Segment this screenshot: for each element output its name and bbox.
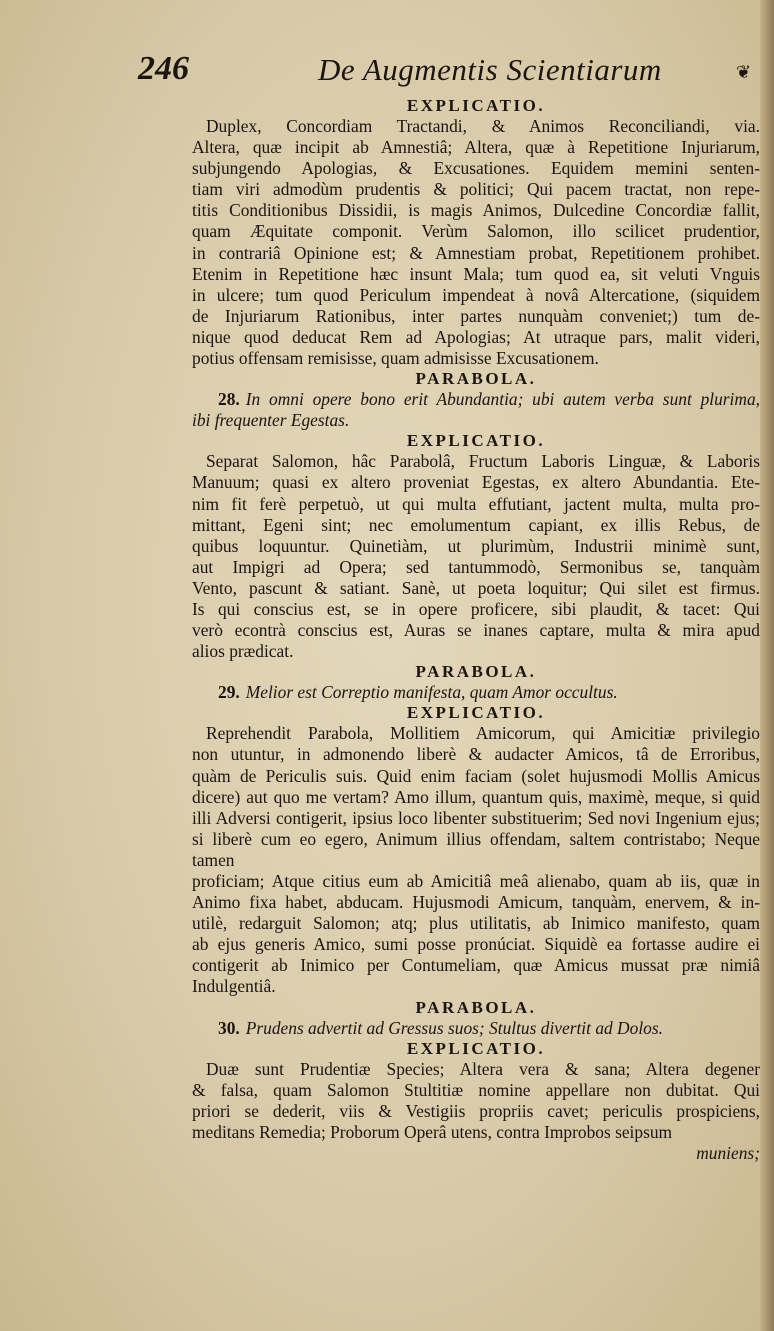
- text-body: [192, 96, 760, 1164]
- text-line: potius offensam remisisse, quam admisisse Excusationem.: [192, 348, 599, 369]
- proverb-line: Melior est Correptio manifesta, quam Amor occultus.: [245, 682, 618, 703]
- section-heading: PARABOLA.: [415, 369, 537, 389]
- text-line: alios prædicat.: [192, 641, 294, 662]
- text-line: contigerit ab Inimico per Contumeliam, quæ Amicus mussat præ nimiâ: [192, 955, 760, 976]
- text-line: tiam viri admodùm prudentis & politici; Qui pacem tractat, non repe-: [192, 179, 760, 200]
- page-number: 246: [138, 50, 189, 87]
- text-line: & falsa, quam Salomon Stultitiæ nomine appellare non dubitat. Qui: [192, 1079, 760, 1100]
- text-line: priori se dederit, viis & Vestigiis propriis cavet; periculis prospiciens,: [192, 1100, 760, 1121]
- text-line: quibus loquuntur. Quinetiàm, ut plurimùm, Industrii minimè sunt,: [192, 535, 760, 556]
- running-title: De Augmentis Scientiarum: [318, 52, 662, 87]
- text-line: Etenim in Repetitione hæc insunt Mala; tum quod ea, sit veluti Vnguis: [192, 263, 760, 284]
- proverb: [192, 1018, 760, 1039]
- text-line: aut Impigri ad Opera; sed tantummodò, Sermonibus se, tanquàm: [192, 556, 760, 577]
- text-line: illi Adversi contigerit, ipsius loco libenter substituerim; Sed novi Ingenium ejus;: [192, 807, 760, 828]
- proverb: [192, 389, 760, 431]
- explanation-paragraph: [192, 723, 760, 997]
- section-heading: EXPLICATIO.: [406, 431, 546, 451]
- text-line: dicere) aut quo me vertam? Amo illum, quantum quis, maximè, meque, si quid: [192, 786, 760, 807]
- proverb-number: 28.: [218, 389, 240, 410]
- text-line: meditans Remedia; Proborum Operâ utens, contra Improbos seipsum: [192, 1121, 673, 1142]
- text-line: utilè, redarguit Salomon; atq; plus utilitatis, ab Inimico manifesto, quam: [192, 913, 760, 934]
- explanation-paragraph: [192, 116, 760, 369]
- proverb-line: ibi frequenter Egestas.: [192, 410, 350, 431]
- text-line: Duæ sunt Prudentiæ Species; Altera vera & sana; Altera degener: [206, 1058, 760, 1079]
- text-line: mittant, Egeni sint; nec emolumentum capiant, ex illis Rebus, de: [192, 514, 760, 535]
- text-line: Vento, pascunt & satiant. Sanè, ut poeta loquitur; Qui silet est firmus.: [192, 577, 760, 598]
- text-line: si liberè cum eo egero, Animum illius offendam, saltem contristabo; Neque tamen: [192, 828, 760, 870]
- proverb-line: In omni opere bono erit Abundantia; ubi autem verba sunt plurima,: [245, 389, 760, 410]
- page-edge: [760, 0, 774, 1331]
- catchword: muniens;: [696, 1143, 760, 1164]
- text-line: quàm de Periculis suis. Quid enim faciam (solet hujusmodi Mollis Amicus: [192, 765, 760, 786]
- text-line: Reprehendit Parabola, Mollitiem Amicorum, qui Amicitiæ privilegio: [206, 723, 760, 744]
- page-header: [0, 50, 774, 98]
- explanation-paragraph: [192, 1059, 760, 1143]
- text-line: ab ejus generis Amico, sumi posse pronúciat. Siquidè ea fortasse audire ei: [192, 934, 760, 955]
- text-line: non utuntur, in admonendo liberè & audacter Amicos, tâ de Erroribus,: [192, 744, 760, 765]
- text-line: in contrariâ Opinione est; & Amnestiam probat, Repetitionem prohibet.: [192, 242, 760, 263]
- text-line: subjungendo Apologias, & Excusationes. Equidem memini senten-: [192, 158, 760, 179]
- text-line: nique quod deducat Rem ad Apologias; At utraque pars, malit videri,: [192, 326, 760, 347]
- text-line: titis Conditionibus Dissidii, is magis Animos, Dulcedine Concordiæ fallit,: [192, 200, 760, 221]
- text-line: Animo fixa habet, abducam. Hujusmodi Amicum, tanquàm, enervem, & in-: [192, 892, 760, 913]
- proverb-number: 29.: [218, 682, 240, 703]
- text-line: verò econtrà conscius est, Auras se inanes captare, multa & mira apud: [192, 620, 760, 641]
- section-heading: EXPLICATIO.: [406, 1038, 546, 1058]
- text-line: de Injuriarum Rationibus, inter partes nunquàm conveniet;) tum de-: [192, 305, 760, 326]
- text-line: quam Æquitate componit. Verùm Salomon, illo scilicet prudentior,: [192, 221, 760, 242]
- text-line: Altera, quæ incipit ab Amnestiâ; Altera, quæ à Repetitione Injuriarum,: [192, 137, 760, 158]
- text-line: Manuum; quasi ex altero proveniat Egestas, ex altero Abundantia. Ete-: [192, 472, 760, 493]
- ornament-icon: ❦: [736, 62, 752, 83]
- text-line: nim fit ferè perpetuò, ut qui multa effutiant, jactent multa, multa pro-: [192, 493, 760, 514]
- proverb: [192, 682, 760, 703]
- text-line: proficiam; Atque citius eum ab Amicitiâ meâ alienabo, quam ab iis, quæ in: [192, 871, 760, 891]
- section-heading: PARABOLA.: [415, 662, 537, 682]
- text-line: Is qui conscius est, se in opere proficere, sibi plaudit, & tacet: Qui: [192, 598, 760, 619]
- section-heading: EXPLICATIO.: [406, 96, 546, 115]
- text-line: in ulcere; tum quod Periculum impendeat à novâ Altercatione, (siquidem: [192, 284, 760, 305]
- explanation-paragraph: [192, 451, 760, 662]
- text-line: Separat Salomon, hâc Parabolâ, Fructum Laboris Linguæ, & Laboris: [206, 451, 760, 472]
- proverb-line: Prudens advertit ad Gressus suos; Stultus divertit ad Dolos.: [245, 1017, 663, 1038]
- text-line: Duplex, Concordiam Tractandi, & Animos Reconciliandi, via.: [206, 116, 760, 136]
- section-heading: EXPLICATIO.: [406, 703, 546, 723]
- section-heading: PARABOLA.: [415, 997, 537, 1017]
- proverb-number: 30.: [218, 1017, 240, 1038]
- text-line: Indulgentiâ.: [192, 976, 276, 997]
